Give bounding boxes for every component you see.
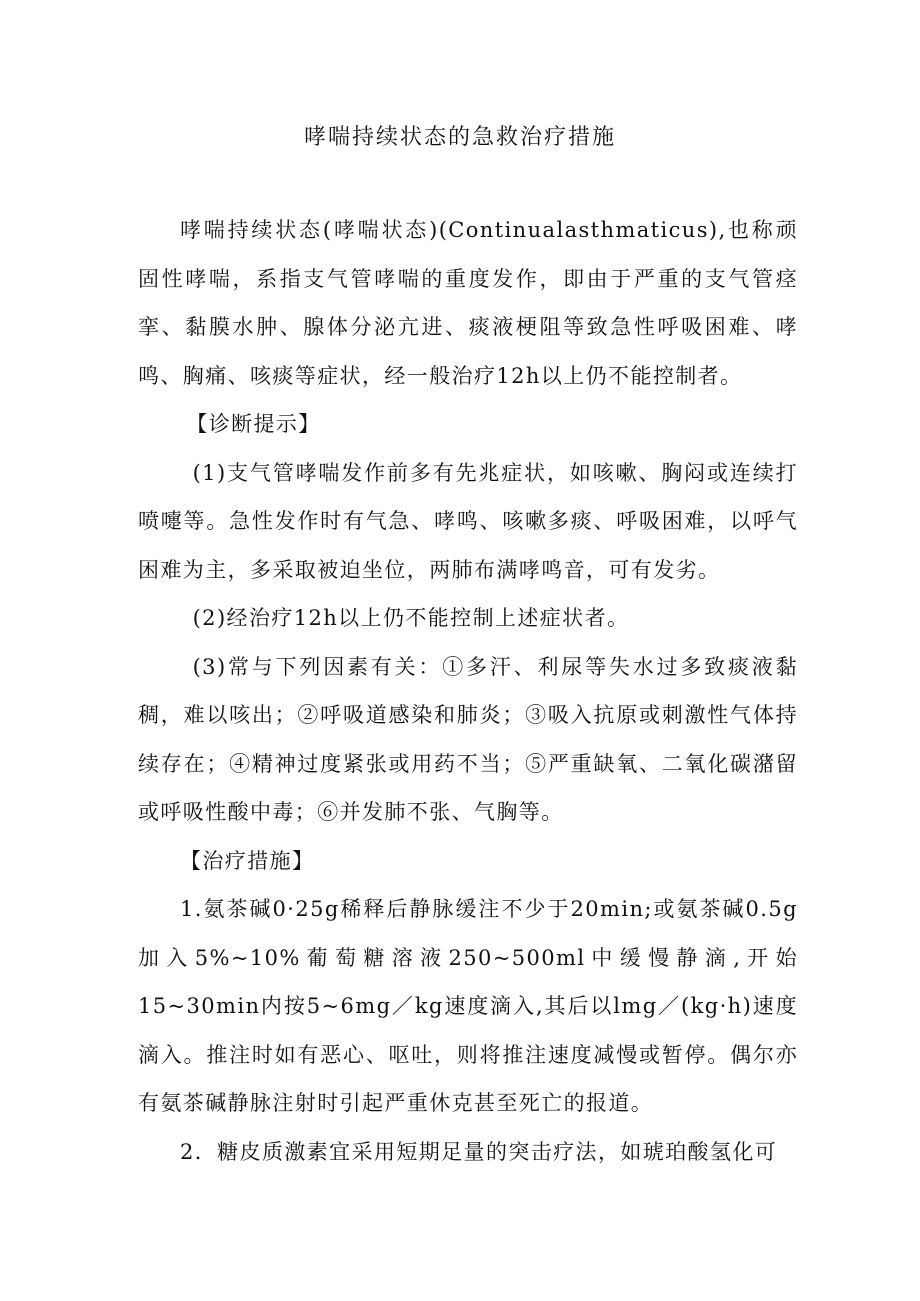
intro-paragraph: 哮喘持续状态(哮喘状态)(Continualasthmaticus),也称顽固性哮喘，系指支气管哮喘的重度发作，即由于严重的支气管痉挛、黏膜水肿、腺体分泌亢进、痰液梗阻等致急性呼吸困难、哮鸣、胸痛、咳痰等症状，经一般治疗12h以上仍不能控制者。 — [138, 218, 798, 388]
treatment-item-2: 2．糖皮质激素宜采用短期足量的突击疗法，如琥珀酸氢化可 — [180, 1139, 778, 1164]
document-title: 哮喘持续状态的急救治疗措施 — [303, 125, 616, 150]
diagnosis-item-2: (2)经治疗12h以上仍不能控制上述症状者。 — [192, 606, 630, 630]
treatment-heading: 【治疗措施】 — [180, 848, 315, 873]
diagnosis-heading: 【诊断提示】 — [186, 412, 321, 436]
diagnosis-item-3: (3)常与下列因素有关：①多汗、利尿等失水过多致痰液黏稠，难以咳出；②呼吸道感染和肺炎；③吸入抗原或刺激性气体持续存在；④精神过度紧张或用药不当；⑤严重缺氧、二氧化碳潴留或呼吸性酸中毒；⑥并发肺不张、气胸等。 — [138, 654, 798, 824]
diagnosis-item-1: (1)支气管哮喘发作前多有先兆症状，如咳嗽、胸闷或连续打喷嚏等。急性发作时有气急、哮鸣、咳嗽多痰、呼吸困难，以呼气困难为主，多采取被迫坐位，两肺布满哮鸣音，可有发劣。 — [138, 460, 798, 582]
document-body — [138, 206, 798, 1176]
treatment-item-1: 1.氨茶碱0·25g稀释后静脉缓注不少于20min;或氨茶碱0.5g加入5%~10%葡萄糖溶液250~500ml中缓慢静滴,开始15~30min内按5~6mg／kg速度滴入,其后以lmg／(kg·h)速度滴入。推注时如有恶心、呕吐，则将推注速度减慢或暂停。偶尔亦有氨茶碱静脉注射时引起严重休克甚至死亡的报道。 — [138, 897, 798, 1115]
